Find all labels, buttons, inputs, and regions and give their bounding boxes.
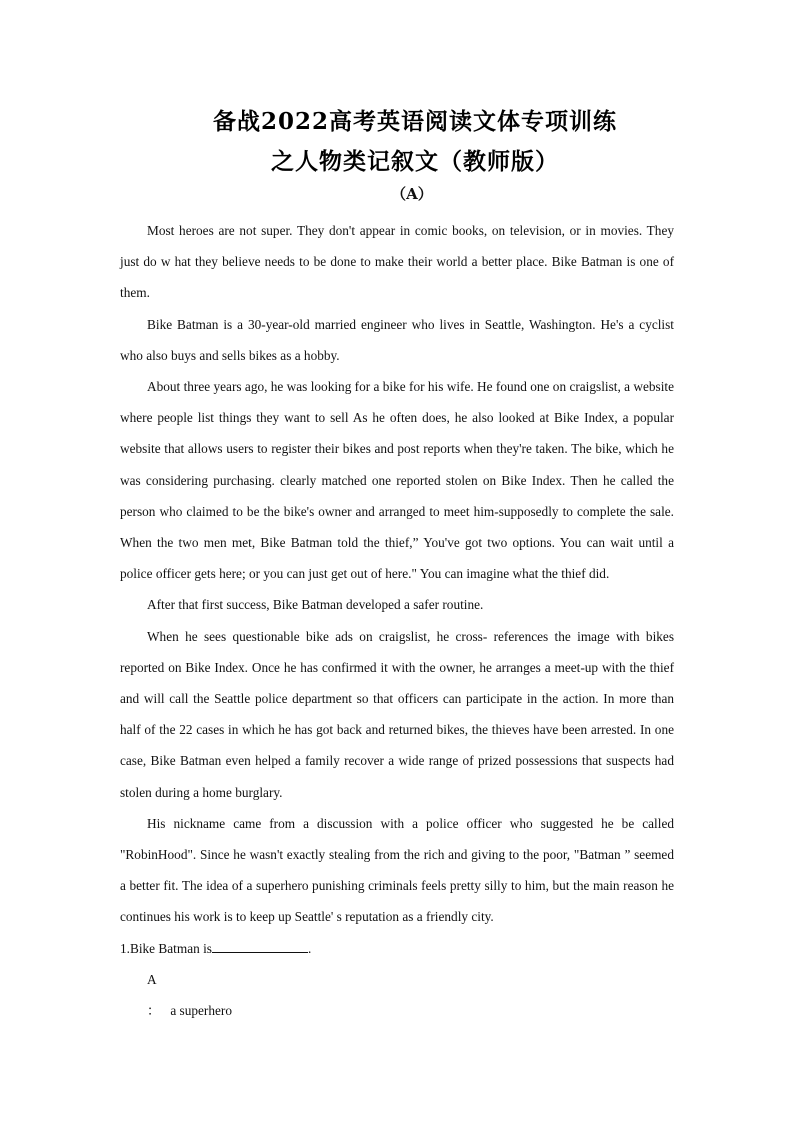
paragraph-4: After that first success, Bike Batman developed a safer routine. [147, 597, 484, 613]
option-a [120, 964, 674, 1026]
document-title-line-2: 之人物类记叙文（教师版） [271, 148, 559, 175]
option-text: a superhero [170, 1003, 232, 1019]
paragraph-2: Bike Batman is a 30-year-old married engineer who lives in Seattle, Washington. He's a cyclist who also buys and sells bikes as a hobby. [120, 316, 674, 363]
option-letter: A ： [147, 971, 161, 1019]
paragraph-1: Most heroes are not super. They don't appear in comic books, on television, or in movies. They just do w hat they believe needs to be done to make their world a better place. Bike Batman is one of them. [120, 223, 674, 301]
answer-blank [212, 938, 308, 953]
paragraph-5: When he sees questionable bike ads on craigslist, he cross- references the image with bikes reported on Bike Index. Once he has confirmed it with the owner, he arranges a meet-up with the thief and will call the Seattle police department so that officers can participate in the action. In more than half of the 22 cases in which he has got back and returned bikes, the thieves have been arrested. In one case, Bike Batman even helped a family recover a wide range of prized possessions that suspects had stolen during a home burglary. [120, 628, 674, 800]
question-stem: 1.Bike Batman is [120, 940, 212, 956]
passage-label: （A） [391, 185, 433, 203]
question-1 [120, 933, 674, 964]
document-title-line-1: 备战2022高考英语阅读文体专项训练 [212, 108, 617, 135]
question-stem-end: . [307, 940, 312, 956]
passage-body [120, 215, 674, 1026]
paragraph-6: His nickname came from a discussion with a police officer who suggested he be called "RobinHood". Since he wasn't exactly stealing from the rich and giving to the poor, "Batman ” seemed a better fit. The idea of a superhero punishing criminals feels pretty silly to him, but the main reason he continues his work is to keep up Seattle' s reputation as a friendly city. [120, 815, 674, 925]
paragraph-3: About three years ago, he was looking for a bike for his wife. He found one on craigslist, a website where people list things they want to sell As he often does, he also looked at Bike Index, a popular website that allows users to register their bikes and post reports when they're taken. The bike, which he was considering purchasing. clearly matched one reported stolen on Bike Index. Then he called the person who claimed to be the bike's owner and arranged to meet him-supposedly to complete the sale. When the two men met, Bike Batman told the thief,” You've got two options. You can wait until a police officer gets here; or you can just get out of here." You can imagine what the thief did. [120, 379, 674, 582]
